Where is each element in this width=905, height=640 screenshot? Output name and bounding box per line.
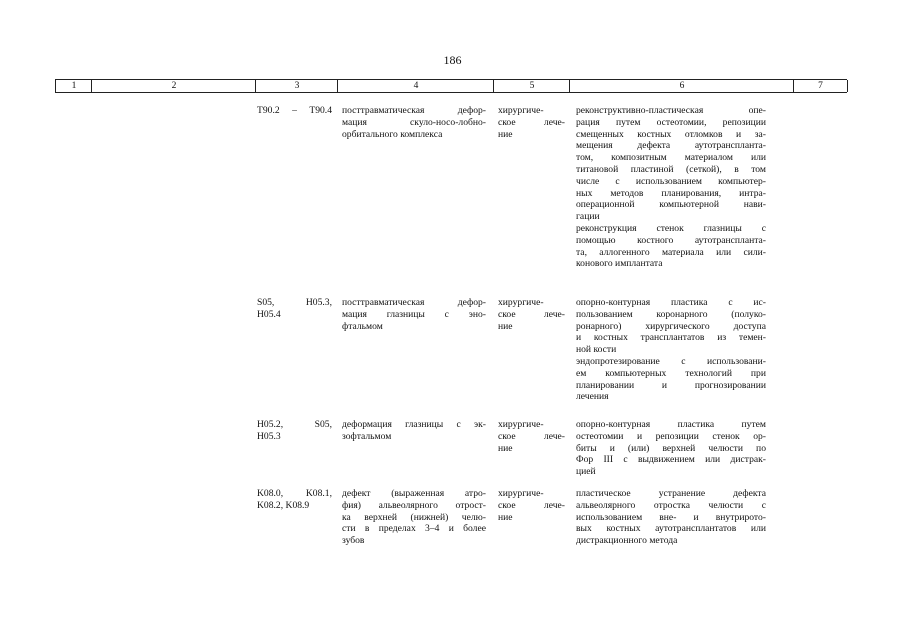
text-line: и костных трансплантатов из темен- [576, 332, 766, 344]
column-header-5: 5 [493, 80, 570, 92]
table-header-row [55, 79, 847, 93]
column-header-2: 2 [91, 80, 256, 92]
text-line: остеотомии и репозиции стенок ор- [576, 430, 766, 442]
treatment-type [498, 105, 565, 140]
text-line: деформация глазницы с эк- [342, 419, 486, 430]
treatment-method [576, 488, 766, 547]
text-line: ка верхней (нижней) челю- [342, 511, 486, 523]
text-line: зубов [342, 535, 365, 547]
page-number: 186 [443, 53, 462, 67]
text-line: операционной компьютерной нави- [576, 199, 766, 211]
column-header-4: 4 [337, 80, 494, 92]
text-line: ной кости [576, 344, 617, 356]
text-line: пластическое устранение дефекта [576, 488, 766, 499]
column-header-1: 1 [55, 80, 92, 92]
text-line: вых костных аутотрансплантатов или [576, 523, 766, 535]
text-line: конового имплантата [576, 258, 663, 270]
text-line: хирургиче- [498, 419, 544, 430]
condition-description [342, 488, 486, 547]
text-line: ние [498, 511, 513, 523]
text-line: мация глазницы с эно- [342, 308, 486, 320]
text-line: посттравматическая дефор- [342, 297, 486, 308]
column-header-7: 7 [793, 80, 848, 92]
text-line: биты и (или) верхней челюсти по [576, 442, 766, 454]
text-line: ние [498, 442, 513, 454]
treatment-type [498, 488, 565, 523]
text-line: ское лече- [498, 116, 565, 128]
text-line: лечения [576, 391, 609, 403]
text-line: титановой пластиной (сеткой), в том [576, 163, 766, 175]
text-line: дефект (выраженная атро- [342, 488, 486, 499]
text-line: альвеолярного отростка челюсти с [576, 499, 766, 511]
text-line: реконструкция стенок глазницы с [576, 222, 766, 234]
text-line: рация путем остеотомии, репозиции [576, 116, 766, 128]
text-line: том, композитным материалом или [576, 152, 766, 164]
treatment-method [576, 105, 766, 270]
treatment-type [498, 297, 565, 332]
text-line: ское лече- [498, 308, 565, 320]
text-line: фтальмом [342, 320, 383, 332]
condition-description [342, 297, 486, 332]
treatment-method [576, 297, 766, 403]
diagnosis-codes [257, 105, 332, 117]
text-line: гации [576, 211, 600, 223]
text-line: помощью костного аутотранспланта- [576, 234, 766, 246]
column-header-3: 3 [255, 80, 338, 92]
treatment-type [498, 419, 565, 454]
text-line: хирургиче- [498, 105, 544, 116]
text-line: ние [498, 320, 513, 332]
text-line: хирургиче- [498, 488, 544, 499]
text-line: ние [498, 128, 513, 140]
text-line: посттравматическая дефор- [342, 105, 486, 116]
text-line: сти в пределах 3–4 и более [342, 523, 486, 535]
code-line: H05.4 [257, 308, 281, 320]
diagnosis-codes [257, 297, 332, 321]
text-line: мация скуло-носо-лобно- [342, 116, 486, 128]
condition-description [342, 419, 486, 443]
text-line: мещения дефекта аутотранспланта- [576, 140, 766, 152]
code-line: S05, H05.3, [257, 297, 332, 308]
text-line: фия) альвеолярного отрост- [342, 499, 486, 511]
treatment-method [576, 419, 766, 478]
text-line: смещенных костных отломков и за- [576, 128, 766, 140]
code-line: T90.2 – T90.4 [257, 105, 332, 116]
text-line: хирургиче- [498, 297, 544, 308]
text-line: ское лече- [498, 499, 565, 511]
text-line: ронарного) хирургического доступа [576, 320, 766, 332]
text-line: зофтальмом [342, 430, 392, 442]
text-line: опорно-контурная пластика путем [576, 419, 766, 430]
column-header-6: 6 [569, 80, 794, 92]
text-line: Фор III с выдвижением или дистрак- [576, 454, 766, 466]
text-line: использованием вне- и внутрирото- [576, 511, 766, 523]
text-line: опорно-контурная пластика с ис- [576, 297, 766, 308]
text-line: числе с использованием компьютер- [576, 175, 766, 187]
text-line: ных методов планирования, интра- [576, 187, 766, 199]
text-line: дистракционного метода [576, 535, 678, 547]
text-line: реконструктивно-пластическая опе- [576, 105, 766, 116]
text-line: ем компьютерных технологий при [576, 367, 766, 379]
text-line: пользованием коронарного (полуко- [576, 308, 766, 320]
text-line: эндопротезирование с использовани- [576, 355, 766, 367]
text-line: ское лече- [498, 430, 565, 442]
diagnosis-codes [257, 419, 332, 443]
code-line: K08.2, K08.9 [257, 499, 310, 511]
condition-description [342, 105, 486, 140]
text-line: планировании и прогнозировании [576, 379, 766, 391]
diagnosis-codes [257, 488, 332, 512]
code-line: K08.0, K08.1, [257, 488, 332, 499]
text-line: орбитального комплекса [342, 128, 443, 140]
text-line: цией [576, 466, 596, 478]
code-line: H05.3 [257, 430, 281, 442]
text-line: та, аллогенного материала или сили- [576, 246, 766, 258]
code-line: H05.2, S05, [257, 419, 332, 430]
